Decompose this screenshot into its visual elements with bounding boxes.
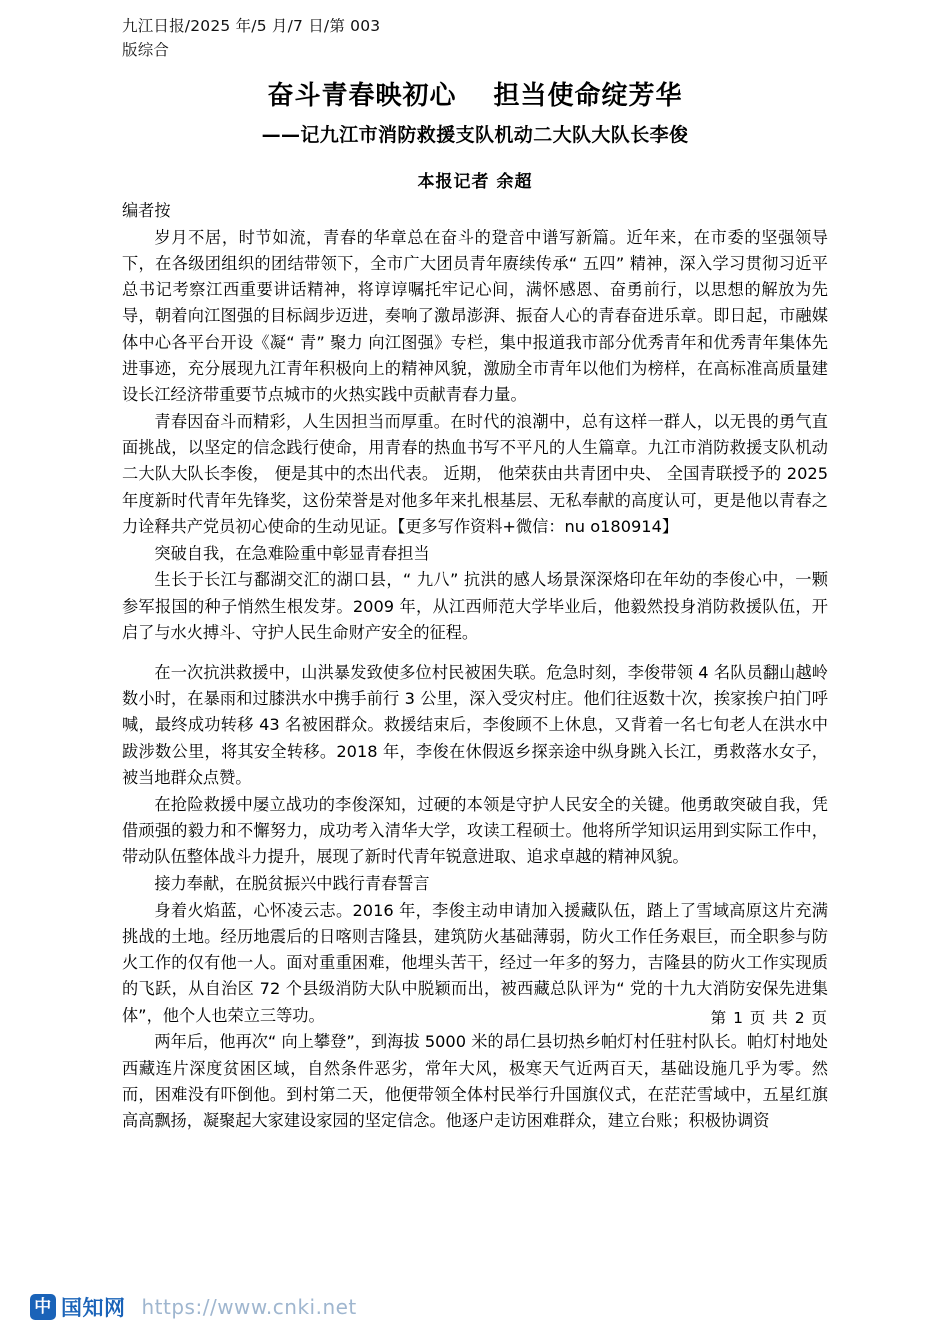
body-paragraph: 岁月不居，时节如流，青春的华章总在奋斗的跫音中谱写新篇。近年来，在市委的坚强领导下，在各级团组织的团结带领下，全市广大团员青年赓续传承“ 五四” 精神，深入学习贯彻习近平总书记考察江西重要讲话精神，将谆谆嘱托牢记心间，满怀感恩、奋勇前行，以思想的解放为先导，朝着向江图强的目标阔步迈进，奏响了激昂澎湃、振奋人心的青春奋进乐章。即日起，市融媒体中心各平台开设《凝“ 青” 聚力 向江图强》专栏，集中报道我市部分优秀青年和优秀青年集体先进事迹，充分展现九江青年积极向上的精神风貌，激励全市青年以他们为榜样，在高标准高质量建设长江经济带重要节点城市的火热实践中贡献青春力量。 (122, 227, 828, 405)
article-body (122, 198, 828, 1135)
article-byline: 本报记者 余超 (417, 171, 533, 192)
body-paragraph: 编者按 (122, 201, 171, 220)
cnki-badge-icon: 中 (30, 1294, 56, 1320)
body-paragraph: 两年后，他再次“ 向上攀登”，到海拔 5000 米的昂仁县切热乡帕灯村任驻村队长。帕灯村地处西藏连片深度贫困区域，自然条件恶劣，常年大风，极寒天气近两百天，基础设施几乎为零。然而，困难没有吓倒他。到村第二天，他便带领全体村民举行升国旗仪式，在茫茫雪域中，五星红旗高高飘扬，凝聚起大家建设家园的坚定信念。他逐户走访困难群众，建立台账；积极协调资 (122, 1032, 828, 1130)
cnki-watermark (30, 1292, 357, 1322)
body-paragraph: 接力奉献，在脱贫振兴中践行青春誓言 (154, 873, 430, 893)
body-paragraph: 生长于长江与鄱湖交汇的湖口县，“ 九八” 抗洪的感人场景深深烙印在年幼的李俊心中，一颗参军报国的种子悄然生根发芽。2009 年，从江西师范大学毕业后，他毅然投身消防救援队伍，开启了与水火搏斗、守护人民生命财产安全的征程。 (122, 570, 828, 642)
body-paragraph: 在一次抗洪救援中，山洪暴发致使多位村民被困失联。危急时刻，李俊带领 4 名队员翻山越岭数小时，在暴雨和过膝洪水中携手前行 3 公里，深入受灾村庄。他们往返数十次，挨家挨户拍门呼喊，最终成功转移 43 名被困群众。救援结束后，李俊顾不上休息，又背着一名七旬老人在洪水中跋涉数公里，将其安全转移。2018 年，李俊在休假返乡探亲途中纵身跳入长江，勇救落水女子，被当地群众点赞。 (122, 662, 828, 787)
cnki-url: https://www.cnki.net (141, 1295, 357, 1319)
document-source-header (122, 14, 822, 62)
cnki-logo (30, 1292, 126, 1322)
cnki-logo-text: 国知网 (61, 1296, 126, 1320)
article-subtitle: ——记九江市消防救援支队机动二大队大队长李俊 (261, 123, 689, 146)
page-footer (122, 1006, 828, 1028)
source-line-1: 九江日报/2025 年/5 月/7 日/第 003 (122, 17, 381, 35)
article-title-block (122, 80, 828, 192)
source-line-2: 版综合 (122, 41, 170, 60)
body-paragraph: 身着火焰蓝，心怀凌云志。2016 年，李俊主动申请加入援藏队伍，踏上了雪域高原这片充满挑战的土地。经历地震后的日喀则吉隆县，建筑防火基础薄弱，防火工作任务艰巨，而全职参与防火工作的仅有他一人。面对重重困难，他埋头苦干，经过一年多的努力，吉隆县的防火工作实现质的飞跃，从自治区 72 个县级消防大队中脱颖而出，被西藏总队评为“ 党的十九大消防安保先进集体”，他个人也荣立三等功。 (122, 900, 828, 1025)
body-paragraph: 突破自我，在急难险重中彰显青春担当 (154, 543, 430, 563)
pagination-label: 第 1 页 共 2 页 (710, 1009, 828, 1027)
page-title: 奋斗青春映初心 担当使命绽芳华 (267, 81, 683, 111)
body-paragraph: 青春因奋斗而精彩，人生因担当而厚重。在时代的浪潮中，总有这样一群人，以无畏的勇气直面挑战，以坚定的信念践行使命，用青春的热血书写不平凡的人生篇章。九江市消防救援支队机动二大队大队长李俊， 便是其中的杰出代表。 近期， 他荣获由共青团中央、 全国青联授予的 2025 年度新时代青年先锋奖，这份荣誉是对他多年来扎根基层、无私奉献的高度认可，更是他以青春之力诠释共产党员初心使命的生动见证。【更多写作资料+微信：nu o180914】 (122, 411, 828, 536)
body-paragraph: 在抢险救援中屡立战功的李俊深知，过硬的本领是守护人民安全的关键。他勇敢突破自我，凭借顽强的毅力和不懈努力，成功考入清华大学，攻读工程硕士。他将所学知识运用到实际工作中，带动队伍整体战斗力提升，展现了新时代青年锐意进取、追求卓越的精神风貌。 (122, 794, 828, 867)
